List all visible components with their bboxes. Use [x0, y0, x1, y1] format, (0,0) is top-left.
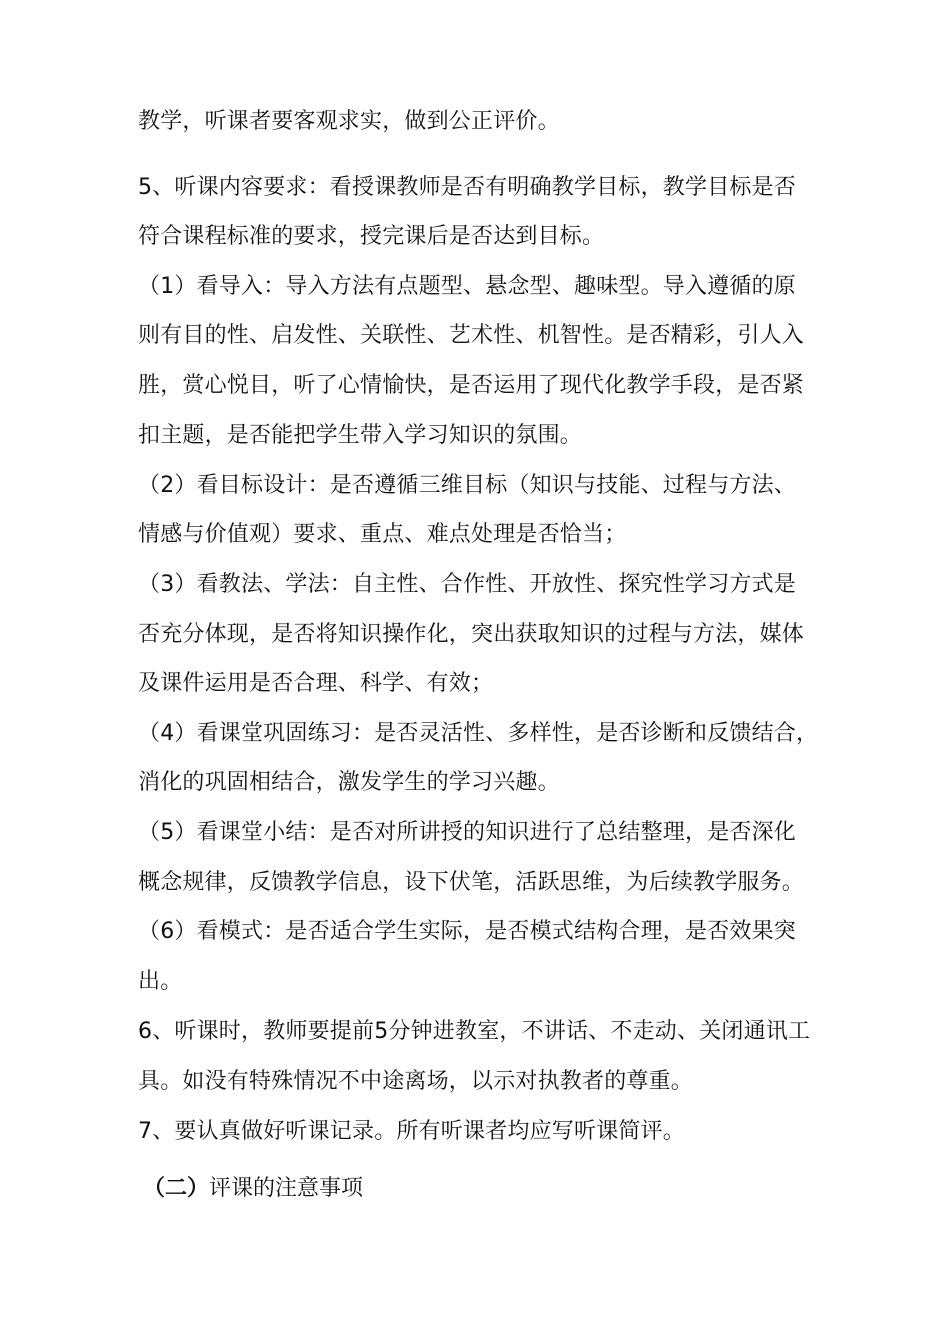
text-line-20: 具。如没有特殊情况不中途离场，以示对执教者的尊重。 [138, 1069, 694, 1094]
text-line-5: 则有目的性、启发性、关联性、艺术性、机智性。是否精彩，引人入 [138, 323, 805, 348]
text-line-18: 出。 [138, 969, 183, 994]
text-line-6: 胜，赏心悦目，听了心情愉快，是否运用了现代化教学手段，是否紧 [138, 373, 805, 398]
text-line-1: 教学，听课者要客观求实，做到公正评价。 [138, 109, 560, 134]
text-line-12: 及课件运用是否合理、科学、有效； [138, 671, 494, 696]
text-line-3: 符合课程标准的要求，授完课后是否达到目标。 [138, 224, 605, 249]
section-heading-number: （二） [143, 1176, 210, 1201]
text-line-15: （5）看课堂小结：是否对所讲授的知识进行了总结整理，是否深化 [138, 820, 796, 845]
text-line-17: （6）看模式：是否适合学生实际，是否模式结构合理，是否效果突 [138, 919, 796, 944]
text-line-7: 扣主题，是否能把学生带入学习知识的氛围。 [138, 423, 583, 448]
text-line-8: （2）看目标设计：是否遵循三维目标（知识与技能、过程与方法、 [138, 473, 796, 498]
text-line-2: 5、听课内容要求：看授课教师是否有明确教学目标，教学目标是否 [138, 175, 796, 200]
text-line-16: 概念规律，反馈教学信息，设下伏笔，活跃思维，为后续教学服务。 [138, 870, 805, 895]
text-line-10: （3）看教法、学法：自主性、合作性、开放性、探究性学习方式是 [138, 572, 796, 597]
text-line-13: （4）看课堂巩固练习：是否灵活性、多样性，是否诊断和反馈结合， [138, 721, 819, 746]
text-line-19: 6、听课时，教师要提前5分钟进教室，不讲话、不走动、关闭通讯工 [138, 1019, 811, 1044]
text-line-14: 消化的巩固相结合，激发学生的学习兴趣。 [138, 770, 560, 795]
section-heading-title: 评课的注意事项 [209, 1176, 364, 1201]
text-line-9: 情感与价值观）要求、重点、难点处理是否恰当； [138, 522, 627, 547]
text-line-21: 7、要认真做好听课记录。所有听课者均应写听课简评。 [138, 1119, 685, 1144]
text-line-11: 否充分体现，是否将知识操作化，突出获取知识的过程与方法，媒体 [138, 622, 805, 647]
text-line-4: （1）看导入：导入方法有点题型、悬念型、趣味型。导入遵循的原 [138, 274, 796, 299]
section-heading [143, 1174, 363, 1204]
